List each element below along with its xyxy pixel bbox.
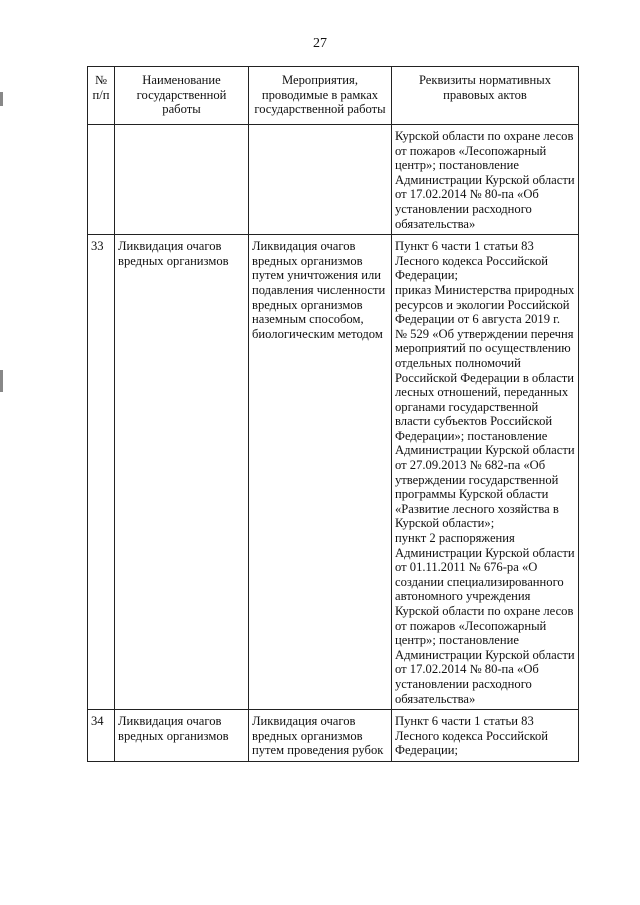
cell-work-name: Ликвидация очагов вредных организмов (115, 235, 249, 710)
cell-measures (249, 125, 392, 235)
cell-number: 33 (88, 235, 115, 710)
legal-paragraph: Пункт 6 части 1 статьи 83 Лесного кодекса Российской Федерации; (395, 239, 549, 283)
table-row-continued (88, 125, 579, 235)
table-row-34 (88, 710, 579, 762)
legal-paragraph: пункт 2 распоряжения Администрации Курской области от 01.11.2011 № 676-ра «О создании специализированного автономного учреждения Курской области по охране лесов от пожаров «Лесопожарный центр»; постановление Администрации Курской области от 17.02.2014 № 80-па «Об установлении расходного обязательства» (395, 531, 575, 706)
header-number: № п/п (88, 67, 115, 125)
table-header-row (88, 67, 579, 125)
cell-legal-acts: Курской области по охране лесов от пожаров «Лесопожарный центр»; постановление Администрации Курской области от 17.02.2014 № 80-па «Об установлении расходного обязательства» (392, 125, 579, 235)
cell-measures: Ликвидация очагов вредных организмов путем уничтожения или подавления численности вредных организмов наземным способом, биологическим методом (249, 235, 392, 710)
cell-number (88, 125, 115, 235)
table-row-33 (88, 235, 579, 710)
cell-work-name: Ликвидация очагов вредных организмов (115, 710, 249, 762)
header-work-name: Наименование государственной работы (115, 67, 249, 125)
cell-number: 34 (88, 710, 115, 762)
header-measures: Мероприятия, проводимые в рамках государственной работы (249, 67, 392, 125)
cell-work-name (115, 125, 249, 235)
cell-legal-acts (392, 235, 579, 710)
scan-edge-mark (0, 92, 3, 106)
document-table (87, 66, 579, 762)
scan-edge-mark (0, 370, 3, 392)
cell-measures: Ликвидация очагов вредных организмов путем проведения рубок (249, 710, 392, 762)
legal-paragraph: приказ Министерства природных ресурсов и экологии Российской Федерации от 6 августа 2019 г. № 529 «Об утверждении перечня мероприятий по осуществлению отдельных полномочий Российской Федерации в области лесных отношений, переданных органами государственной власти субъектов Российской Федерации»; постановление Администрации Курской области от 27.09.2013 № 682-па «Об утверждении государственной программы Курской области «Развитие лесного хозяйства в Курской области»; (395, 282, 575, 531)
page-number: 27 (313, 36, 327, 51)
header-legal-acts: Реквизиты нормативных правовых актов (392, 67, 579, 125)
cell-legal-acts: Пункт 6 части 1 статьи 83 Лесного кодекса Российской Федерации; (392, 710, 579, 762)
